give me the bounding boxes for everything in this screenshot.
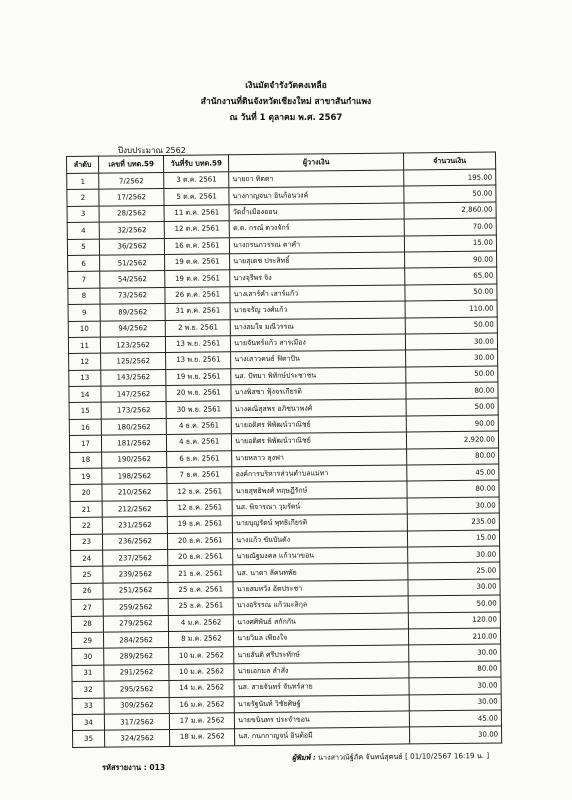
row-depositor: วัดถ้ำเมืองออน <box>229 203 404 221</box>
row-number: 13 <box>69 370 101 387</box>
row-date: 4 ม.ค. 2562 <box>168 614 233 631</box>
row-depositor: นายหลาว ลุงฟา <box>232 449 407 467</box>
row-ref-number: 198/2562 <box>102 467 167 484</box>
row-ref-number: 289/2562 <box>104 648 169 665</box>
row-number: 20 <box>70 485 102 502</box>
row-number: 33 <box>72 698 104 715</box>
row-ref-number: 32/2562 <box>99 222 164 239</box>
row-amount: 80.00 <box>407 480 499 497</box>
row-number: 1 <box>67 173 99 190</box>
row-ref-number: 284/2562 <box>104 631 169 648</box>
row-ref-number: 28/2562 <box>99 205 164 222</box>
row-depositor: นายบุญรัตน์ พุทธิเกียรติ <box>233 514 408 532</box>
row-depositor: นางพิสชา ฟุ้งจรเกียรติ <box>231 383 406 401</box>
column-header-amount: จำนวนเงิน <box>403 152 495 170</box>
row-date: 13 พ.ย. 2561 <box>166 352 231 369</box>
row-depositor: นางคณิสุสพร อภิชนาพงศ์ <box>231 399 406 417</box>
printer-name: นางสาวณัฐ์ภัค จันทน์สุคนธ์ <box>318 751 403 762</box>
row-date: 13 พ.ย. 2561 <box>166 336 231 353</box>
row-number: 6 <box>68 255 100 272</box>
row-number: 21 <box>70 501 102 518</box>
row-number: 23 <box>70 534 102 551</box>
column-header-ref: เลขที่ บทด.59 <box>99 155 164 173</box>
row-depositor: นายเอกมล ลำสั่ง <box>234 662 409 680</box>
printed-timestamp: [ 01/10/2567 16:19 น. ] <box>405 750 490 761</box>
row-number: 24 <box>71 550 103 567</box>
row-depositor: นางอริรรณ แก้วมะลิกุล <box>233 596 408 614</box>
row-amount: 50.00 <box>406 398 498 415</box>
row-amount: 30.00 <box>409 693 501 710</box>
row-number: 31 <box>72 665 104 682</box>
row-ref-number: 237/2562 <box>103 549 168 566</box>
row-amount: 30.00 <box>405 333 497 350</box>
row-amount: 30.00 <box>406 349 498 366</box>
row-ref-number: 51/2562 <box>100 254 165 271</box>
row-ref-number: 123/2562 <box>100 336 165 353</box>
row-amount: 210.00 <box>408 628 500 645</box>
row-ref-number: 295/2562 <box>104 681 169 698</box>
row-amount: 70.00 <box>404 218 496 235</box>
row-ref-number: 210/2562 <box>102 484 167 501</box>
row-amount: 65.00 <box>405 267 497 284</box>
row-number: 3 <box>67 206 99 223</box>
row-amount: 80.00 <box>406 382 498 399</box>
row-depositor: นายวิมล เพียงใจ <box>234 629 409 647</box>
row-date: 16 ต.ค. 2561 <box>165 237 230 254</box>
row-amount: 30.00 <box>409 644 501 661</box>
row-number: 35 <box>73 730 105 747</box>
row-amount: 2,860.00 <box>404 202 496 219</box>
row-ref-number: 7/2562 <box>99 172 164 189</box>
row-number: 2 <box>67 190 99 207</box>
row-number: 18 <box>70 452 102 469</box>
row-depositor: นางจุรีพร จิง <box>230 268 405 286</box>
row-ref-number: 181/2562 <box>101 435 166 452</box>
row-ref-number: 147/2562 <box>101 386 166 403</box>
row-ref-number: 89/2562 <box>100 304 165 321</box>
report-code: รหัสรายงาน : 013 <box>102 763 166 772</box>
row-amount: 15.00 <box>407 530 499 547</box>
row-amount: 50.00 <box>406 366 498 383</box>
row-date: 10 ม.ค. 2562 <box>169 647 234 664</box>
row-amount: 50.00 <box>405 317 497 334</box>
office-name: สำนักงานที่ดินจังหวัดเชียงใหม่ สาขาสันกำแพง <box>200 97 372 107</box>
row-date: 12 ธ.ค. 2561 <box>167 483 232 500</box>
row-depositor: นายถา ทิตตา <box>229 170 404 188</box>
row-ref-number: 231/2562 <box>102 517 167 534</box>
row-date: 19 ต.ค. 2561 <box>165 270 230 287</box>
row-depositor: นายรัฐนันท์ วิชัยศิษฐ์ <box>234 694 409 712</box>
row-number: 22 <box>70 517 102 534</box>
column-header-depositor: ผู้วางเงิน <box>229 153 404 172</box>
row-depositor: นางเสาร์คำ เสาร์แก้ว <box>230 285 405 303</box>
row-depositor: นส. ปัทมา พิทักษ์ประชาชน <box>231 367 406 385</box>
row-depositor: นางสมใจ มณีวรรณ <box>231 317 406 335</box>
row-number: 12 <box>69 353 101 370</box>
row-date: 3 ต.ค. 2561 <box>164 172 229 189</box>
row-ref-number: 291/2562 <box>104 664 169 681</box>
row-depositor: นายขนินทร ประจำขอน <box>235 711 410 729</box>
report-date: ณ วันที่ 1 ตุลาคม พ.ศ. 2567 <box>229 113 343 123</box>
row-number: 30 <box>72 648 104 665</box>
row-depositor: นางกรนภวรรณ ตาคำ <box>230 236 405 254</box>
row-depositor: นายสุทธิพงศ์ ทฤษฎีรักษ์ <box>232 481 407 499</box>
row-date: 7 ธ.ค. 2561 <box>167 467 232 484</box>
row-depositor: นายสันติ ศรีประทักษ์ <box>234 645 409 663</box>
row-amount: 80.00 <box>407 448 499 465</box>
row-ref-number: 36/2562 <box>99 238 164 255</box>
row-amount: 15.00 <box>404 235 496 252</box>
column-header-no: ลำดับ <box>67 156 99 173</box>
row-date: 12 ธ.ค. 2561 <box>167 500 232 517</box>
row-date: 18 ม.ค. 2562 <box>170 729 235 746</box>
deposit-table <box>66 151 502 747</box>
row-number: 26 <box>71 583 103 600</box>
row-date: 16 ม.ค. 2562 <box>169 696 234 713</box>
row-number: 15 <box>69 403 101 420</box>
row-ref-number: 279/2562 <box>103 615 168 632</box>
row-number: 9 <box>68 304 100 321</box>
row-date: 17 ม.ค. 2562 <box>169 713 234 730</box>
row-depositor: นส. พิจารณา วุมรัตน์ <box>232 498 407 516</box>
row-number: 16 <box>69 419 101 436</box>
row-ref-number: 259/2562 <box>103 599 168 616</box>
row-amount: 25.00 <box>408 562 500 579</box>
row-ref-number: 94/2562 <box>100 320 165 337</box>
row-date: 26 ต.ค. 2561 <box>165 287 230 304</box>
row-ref-number: 236/2562 <box>102 533 167 550</box>
row-date: 6 ธ.ค. 2561 <box>167 450 232 467</box>
row-amount: 30.00 <box>409 726 501 743</box>
column-header-date: วันที่รับ บทด.59 <box>164 155 229 173</box>
row-depositor: นายอดิศร พิพัฒน์วาณิชย์ <box>232 416 407 434</box>
row-date: 4 ธ.ค. 2561 <box>167 434 232 451</box>
row-number: 19 <box>70 468 102 485</box>
row-amount: 30.00 <box>408 546 500 563</box>
row-depositor: องค์การบริหารส่วนตำบลแม่ทา <box>232 465 407 483</box>
row-ref-number: 73/2562 <box>100 287 165 304</box>
row-amount: 50.00 <box>408 595 500 612</box>
row-number: 14 <box>69 386 101 403</box>
row-depositor: นายจรัญ วงศ์แก้ว <box>230 301 405 319</box>
row-number: 5 <box>67 239 99 256</box>
row-number: 4 <box>67 222 99 239</box>
row-ref-number: 309/2562 <box>104 697 169 714</box>
row-ref-number: 173/2562 <box>101 402 166 419</box>
document-title: เงินมัดจำรังวัดคงเหลือ <box>245 81 327 91</box>
row-depositor: นางกาญจนา อินก้อนวงค์ <box>229 186 404 204</box>
row-ref-number: 324/2562 <box>105 730 170 747</box>
row-date: 2 พ.ย. 2561 <box>165 319 230 336</box>
row-date: 4 ธ.ค. 2561 <box>166 418 231 435</box>
row-date: 25 ธ.ค. 2561 <box>168 598 233 615</box>
row-number: 17 <box>69 435 101 452</box>
row-amount: 45.00 <box>407 464 499 481</box>
fiscal-year: ปีงบประมาณ 2562 <box>118 146 186 155</box>
row-depositor: นายอดิศร พิพัฒน์วาณิชย์ <box>232 432 407 450</box>
row-amount: 2,920.00 <box>406 431 498 448</box>
row-ref-number: 190/2562 <box>102 451 167 468</box>
row-ref-number: 239/2562 <box>103 566 168 583</box>
row-date: 5 ต.ค. 2561 <box>164 188 229 205</box>
row-ref-number: 251/2562 <box>103 582 168 599</box>
row-amount: 195.00 <box>404 169 496 186</box>
row-date: 19 ต.ค. 2561 <box>165 254 230 271</box>
row-amount: 90.00 <box>404 251 496 268</box>
row-amount: 50.00 <box>404 185 496 202</box>
row-date: 19 พ.ย. 2561 <box>166 368 231 385</box>
row-date: 21 ธ.ค. 2561 <box>168 565 233 582</box>
row-amount: 110.00 <box>405 300 497 317</box>
row-number: 7 <box>68 271 100 288</box>
row-date: 30 พ.ย. 2561 <box>166 401 231 418</box>
row-number: 10 <box>68 321 100 338</box>
row-number: 25 <box>71 567 103 584</box>
row-depositor: นส. กนกกาญจน์ อินต้อมี <box>235 727 410 745</box>
row-number: 28 <box>71 616 103 633</box>
printer-label: ผู้พิมพ์ : <box>291 752 316 763</box>
row-ref-number: 317/2562 <box>104 713 169 730</box>
row-depositor: นายสุเดช ประสิทธิ์ <box>230 252 405 270</box>
row-amount: 90.00 <box>406 415 498 432</box>
row-date: 11 ต.ค. 2561 <box>164 205 229 222</box>
row-ref-number: 212/2562 <box>102 500 167 517</box>
row-date: 20 ธ.ค. 2561 <box>168 549 233 566</box>
row-ref-number: 17/2562 <box>99 189 164 206</box>
row-date: 8 ม.ค. 2562 <box>169 631 234 648</box>
row-depositor: นายจันทร์แก้ว สารเมือง <box>231 334 406 352</box>
row-date: 25 ธ.ค. 2561 <box>168 582 233 599</box>
row-number: 11 <box>68 337 100 354</box>
row-date: 20 พ.ย. 2561 <box>166 385 231 402</box>
row-amount: 235.00 <box>407 513 499 530</box>
row-depositor: นางเสาวคนธ์ ฟิตาปัน <box>231 350 406 368</box>
row-amount: 120.00 <box>408 612 500 629</box>
row-depositor: นส. สายจันทร์ จันทร์สาย <box>234 678 409 696</box>
row-ref-number: 180/2562 <box>101 418 166 435</box>
row-date: 31 ต.ค. 2561 <box>165 303 230 320</box>
row-amount: 30.00 <box>409 677 501 694</box>
row-number: 29 <box>71 632 103 649</box>
row-amount: 30.00 <box>407 497 499 514</box>
row-amount: 80.00 <box>409 661 501 678</box>
row-date: 20 ธ.ค. 2561 <box>168 532 233 549</box>
row-depositor: นส. นาตา ลัคนทพัย <box>233 563 408 581</box>
row-depositor: นางศศิพันธ์ สกักกัน <box>234 612 409 630</box>
row-depositor: นายสมหวัง อัตประชา <box>233 580 408 598</box>
table-row <box>73 726 502 747</box>
row-amount: 45.00 <box>409 710 501 727</box>
row-date: 14 ม.ค. 2562 <box>169 680 234 697</box>
row-depositor: ต.ต. กรณ์ ดวงจักร์ <box>229 219 404 237</box>
table-body <box>67 169 502 747</box>
row-date: 10 ม.ค. 2562 <box>169 663 234 680</box>
row-number: 34 <box>72 714 104 731</box>
row-ref-number: 143/2562 <box>101 369 166 386</box>
row-number: 27 <box>71 599 103 616</box>
row-ref-number: 125/2562 <box>101 353 166 370</box>
row-date: 19 ธ.ค. 2561 <box>167 516 232 533</box>
row-depositor: นายณัฐมงคล แก้วนาขอน <box>233 547 408 565</box>
printer-info <box>292 751 489 764</box>
row-number: 8 <box>68 288 100 305</box>
row-depositor: นางแก้ว ขันบันดัง <box>233 531 408 549</box>
row-ref-number: 54/2562 <box>100 271 165 288</box>
row-amount: 50.00 <box>405 284 497 301</box>
row-date: 12 ต.ค. 2561 <box>164 221 229 238</box>
row-amount: 30.00 <box>408 579 500 596</box>
row-number: 32 <box>72 681 104 698</box>
